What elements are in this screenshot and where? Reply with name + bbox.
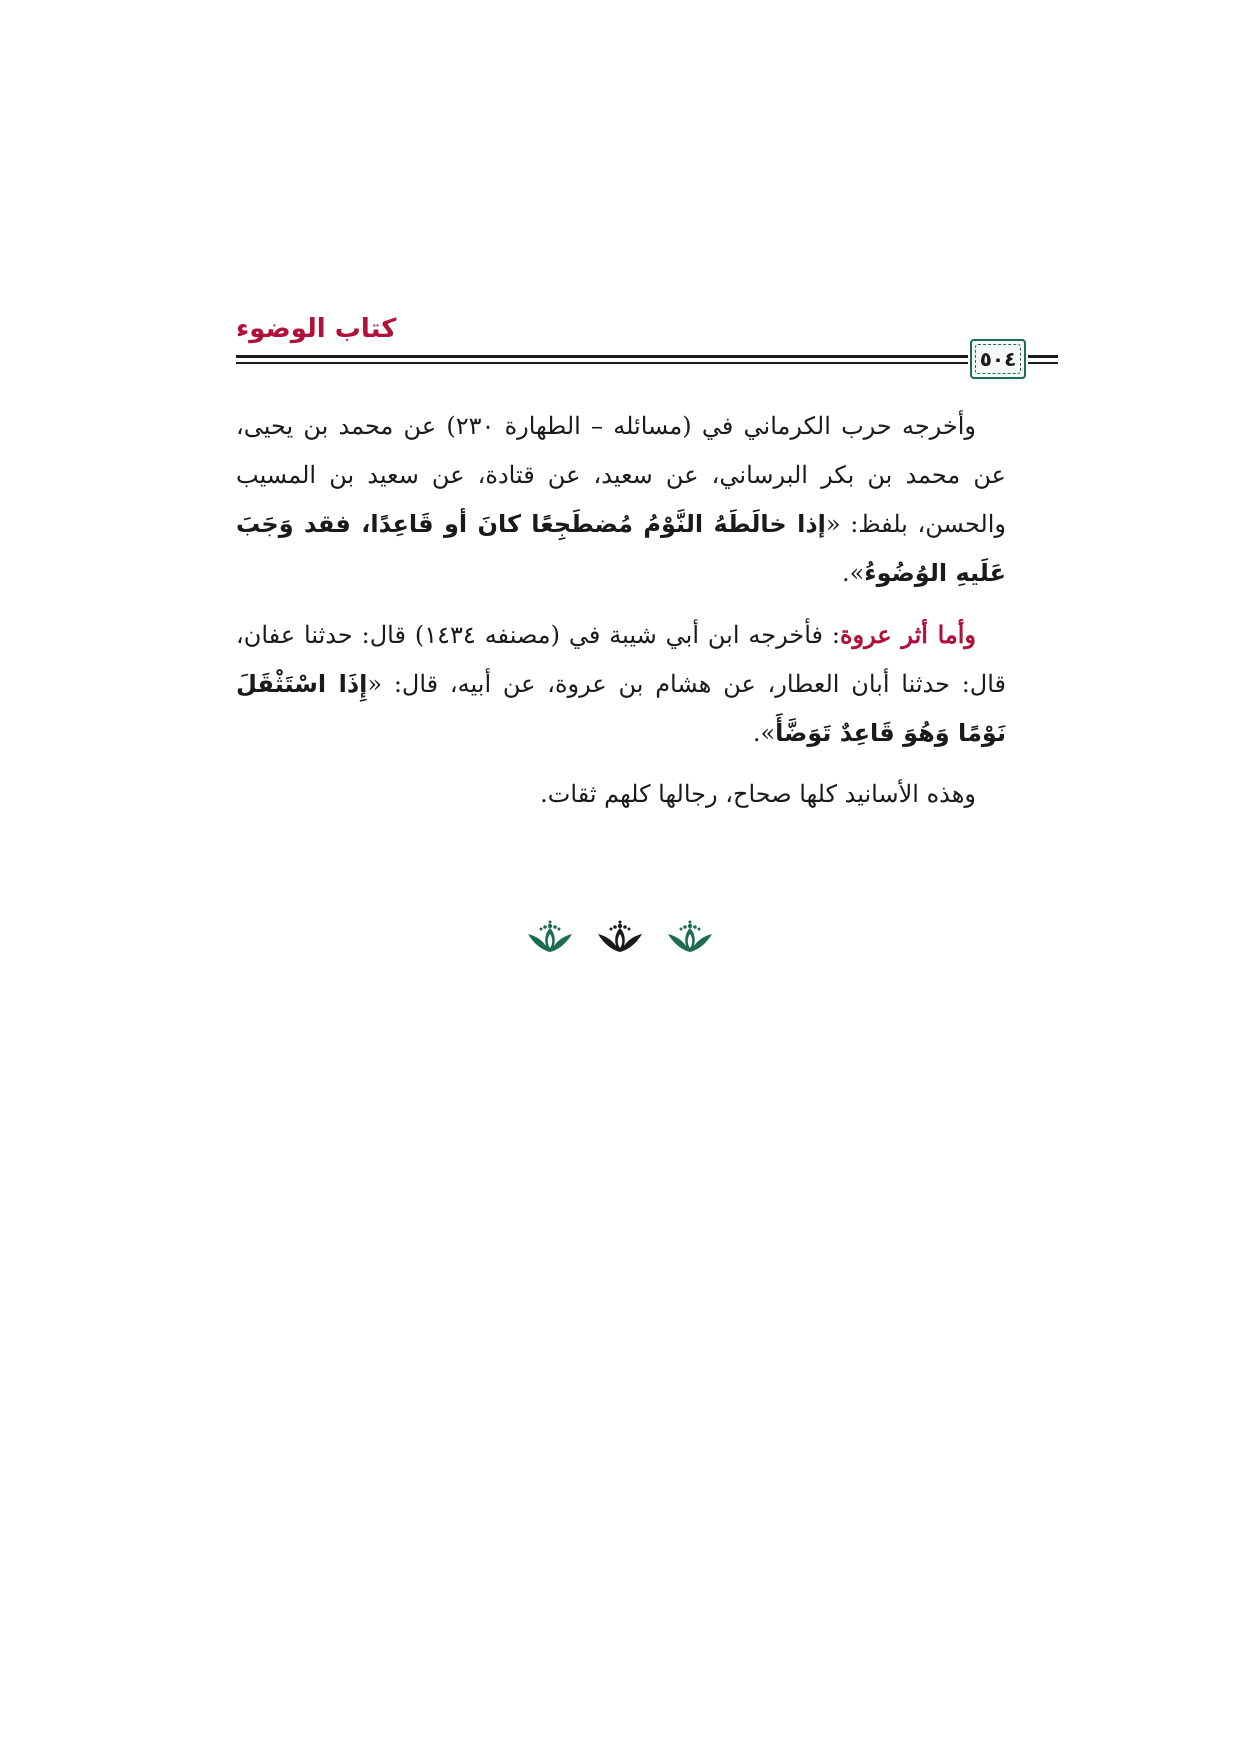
paragraph-harb-narration [236,402,1006,598]
floral-ornament-icon [594,920,646,954]
floral-ornament-icon [664,920,716,954]
paragraph-text: وهذه الأسانيد كلها صحاح، رجالها كلهم ثقات. [540,780,976,808]
running-title: كتاب الوضوء [236,314,397,344]
header-rule-top [236,355,968,358]
quote-close: ». [752,719,776,747]
paragraph-text: وأخرجه حرب الكرماني في (مسائله – الطهارة ٢٣٠) عن محمد بن يحيى، عن محمد بن بكر البرساني، عن سعيد، عن قتادة، عن سعيد بن المسيب والحسن، بلفظ: « [236,412,1007,538]
page-number: ٥٠٤ [979,347,1017,371]
paragraph-urwa-narration [236,610,1006,758]
quote-close: ». [841,559,865,587]
floral-ornament-icon [524,920,576,954]
hadith-quote: إِذَا اسْتَثْقَلَ نَوْمًا وَهُوَ قَاعِدٌ تَوَضَّأَ [236,670,1006,747]
header-rule-bottom [236,362,968,364]
page-body [236,402,1006,831]
paragraph-text: : فأخرجه ابن أبي شيبة في (مصنفه ١٤٣٤) قال: حدثنا عفان، قال: حدثنا أبان العطار، عن هشام بن عروة، عن أبيه، قال: « [236,621,1007,698]
header-rule-short-top [1028,355,1058,358]
hadith-quote: إذا خالَطَهُ النَّوْمُ مُضطَجِعًا كانَ أو قَاعِدًا، فقد وَجَبَ عَلَيهِ الوُضُوءُ [236,510,1006,587]
page-number-frame-icon [970,339,1026,379]
ornament-separator [0,920,1240,954]
section-label: وأما أثر عروة [839,620,976,649]
header-rule-short-bottom [1028,362,1058,364]
paragraph-conclusion [236,770,1006,819]
